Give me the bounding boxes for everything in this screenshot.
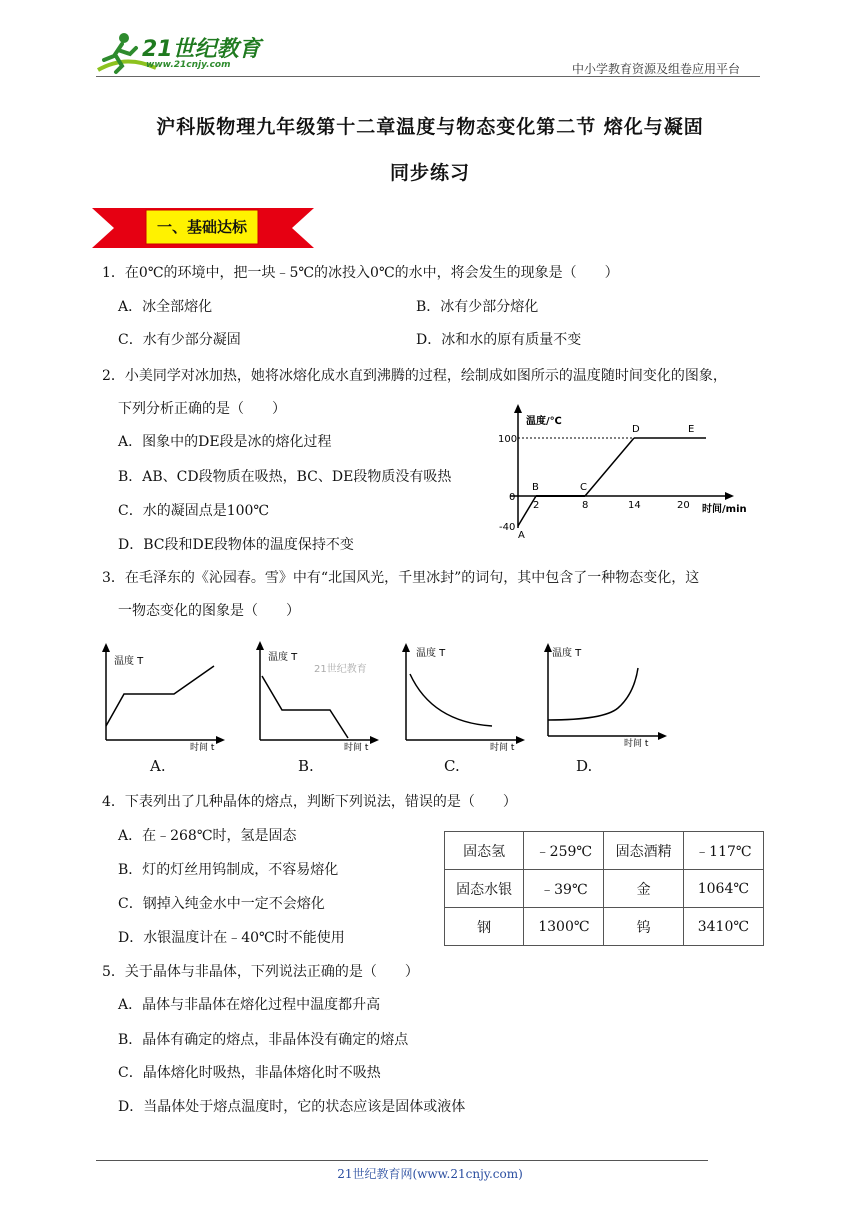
platform-name: 中小学教育资源及组卷应用平台 — [572, 62, 741, 76]
q3-graph-d — [538, 640, 668, 752]
q2-x-arrow — [725, 492, 734, 500]
q5-option-a: A．晶体与非晶体在熔化过程中温度都升高 — [118, 997, 381, 1013]
table-row — [445, 870, 764, 908]
q5-stem: 5．关于晶体与非晶体，下列说法正确的是（ ） — [102, 964, 419, 980]
q1-option-c: C．水有少部分凝固 — [118, 332, 241, 348]
doc-title-line2: 同步练习 — [389, 162, 470, 184]
q4-option-b: B．灯的灯丝用钨制成，不容易熔化 — [118, 862, 339, 878]
table-row — [445, 832, 764, 870]
melting-point-table — [444, 831, 764, 946]
table-cell: 1300℃ — [524, 908, 604, 946]
q3-option-b: B. — [298, 757, 314, 775]
q3b-xlabel: 时间 t — [344, 743, 369, 752]
q1-option-b: B．冰有少部分熔化 — [416, 299, 539, 315]
q3-graph-c — [396, 640, 526, 752]
q3c-ylabel: 温度 T — [416, 648, 446, 659]
q2-point-e: E — [688, 424, 695, 435]
q2-xtick-2: 2 — [533, 500, 540, 511]
q4-option-c: C．钢掉入纯金水中一定不会熔化 — [118, 896, 325, 912]
table-cell: 固态水银 — [445, 870, 524, 908]
table-row — [445, 908, 764, 946]
q2-point-b: B — [532, 482, 539, 493]
q3a-ylabel: 温度 T — [114, 656, 144, 667]
q2-stem-cont: 下列分析正确的是（ ） — [118, 401, 286, 417]
q3-option-d: D. — [576, 757, 593, 775]
q2-option-b: B．AB、CD段物质在吸热，BC、DE段物质没有吸热 — [118, 469, 452, 485]
q3-stem: 3．在毛泽东的《沁园春。雪》中有“北国风光，千里冰封”的词句，其中包含了一种物态变化，这 — [102, 570, 700, 586]
q3d-xlabel: 时间 t — [624, 739, 649, 749]
q2-xlabel: 时间/min — [702, 504, 747, 515]
q3a-curve — [106, 666, 214, 726]
q3b-curve — [262, 676, 348, 738]
q2-temperature-graph — [496, 400, 752, 540]
header-rule — [96, 76, 760, 77]
q2-xtick-14: 14 — [628, 500, 641, 511]
q4-option-d: D．水银温度计在﹣40℃时不能使用 — [118, 930, 345, 946]
table-cell: 钨 — [604, 908, 683, 946]
q1-option-d: D．冰和水的原有质量不变 — [416, 332, 582, 348]
table-cell: 固态酒精 — [604, 832, 683, 870]
q3d-curve — [548, 668, 638, 720]
q3d-ylabel: 温度 T — [552, 648, 582, 659]
footer-site[interactable]: 21世纪教育网(www.21cnjy.com) — [337, 1167, 523, 1181]
q1-option-a: A．冰全部熔化 — [118, 299, 213, 315]
q3-option-c: C. — [444, 757, 460, 775]
q3c-xlabel: 时间 t — [490, 743, 515, 752]
q2-segment-cd — [585, 438, 634, 496]
table-cell: ﹣117℃ — [683, 832, 763, 870]
table-cell: 3410℃ — [683, 908, 763, 946]
footer-rule — [96, 1160, 708, 1161]
q2-option-a: A．图象中的DE段是冰的熔化过程 — [118, 434, 332, 450]
section-banner — [92, 206, 314, 250]
q5-option-d: D．当晶体处于熔点温度时，它的状态应该是固体或液体 — [118, 1099, 466, 1115]
section-banner-label: 一、基础达标 — [156, 218, 247, 236]
logo-text: 21世纪教育 — [142, 37, 261, 62]
q2-ytick-0: 0 — [509, 492, 516, 503]
table-cell: ﹣259℃ — [524, 832, 604, 870]
q1-stem: 1．在0℃的环境中，把一块﹣5℃的冰投入0℃的水中，将会发生的现象是（ ） — [102, 265, 619, 281]
table-cell: 钢 — [445, 908, 524, 946]
q5-option-b: B．晶体有确定的熔点，非晶体没有确定的熔点 — [118, 1032, 409, 1048]
q2-point-d: D — [632, 424, 640, 435]
q2-option-d: D．BC段和DE段物体的温度保持不变 — [118, 537, 354, 553]
logo — [96, 30, 266, 76]
q3b-watermark: 21世纪教育 — [314, 664, 367, 675]
logo-url: www.21cnjy.com — [146, 60, 231, 70]
q2-xtick-20: 20 — [677, 500, 690, 511]
q2-stem: 2．小美同学对冰加热，她将冰熔化成水直到沸腾的过程，绘制成如图所示的温度随时间变化的图象， — [102, 368, 727, 384]
table-cell: 金 — [604, 870, 683, 908]
table-cell: 1064℃ — [683, 870, 763, 908]
doc-title-line1: 沪科版物理九年级第十二章温度与物态变化第二节 熔化与凝固 — [156, 116, 704, 138]
q3c-curve — [410, 674, 492, 726]
q5-option-c: C．晶体熔化时吸热，非晶体熔化时不吸热 — [118, 1065, 381, 1081]
q2-xtick-8: 8 — [582, 500, 589, 511]
q2-ytick-neg40: -40 — [499, 522, 516, 533]
q2-ylabel: 温度/℃ — [526, 416, 562, 427]
q4-option-a: A．在﹣268℃时，氢是固态 — [118, 828, 297, 844]
q3-stem-cont: 一物态变化的图象是（ ） — [118, 603, 300, 619]
table-cell: 固态氢 — [445, 832, 524, 870]
q2-ytick-100: 100 — [498, 434, 518, 445]
q2-segment-ab — [518, 496, 536, 526]
q2-point-c: C — [580, 482, 587, 493]
q2-option-c: C．水的凝固点是100℃ — [118, 503, 270, 519]
table-cell: ﹣39℃ — [524, 870, 604, 908]
q3b-ylabel: 温度 T — [268, 652, 298, 663]
q3a-xlabel: 时间 t — [190, 743, 215, 752]
q3-graph-b — [250, 638, 380, 752]
q3-option-a: A. — [150, 757, 166, 775]
q4-stem: 4．下表列出了几种晶体的熔点，判断下列说法，错误的是（ ） — [102, 794, 517, 810]
q2-point-a: A — [518, 530, 525, 540]
q3-graph-a — [96, 640, 226, 752]
q2-y-arrow — [514, 404, 522, 413]
